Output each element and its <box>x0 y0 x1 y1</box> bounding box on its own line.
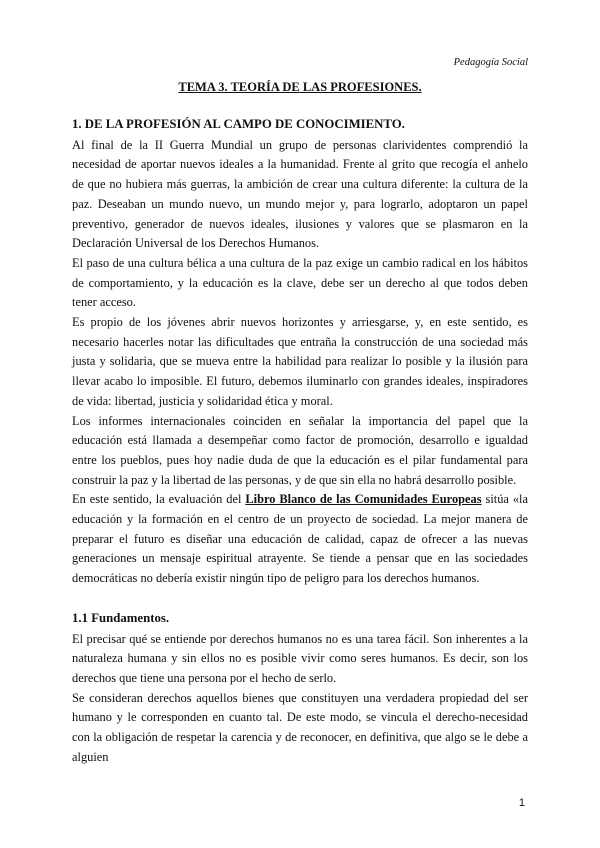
page-title: TEMA 3. TEORÍA DE LAS PROFESIONES. <box>178 80 422 94</box>
paragraph <box>72 490 528 589</box>
page-number: 1 <box>518 797 525 809</box>
subsection-heading: 1.1 Fundamentos. <box>72 610 170 625</box>
book-reference: Libro Blanco de las Comunidades Europeas <box>245 492 482 507</box>
document-body <box>72 115 528 768</box>
paragraph: El precisar qué se entiende por derechos humanos no es una tarea fácil. Son inherentes a la naturaleza humana y sin ellos no es posible vivir como seres humanos. Es decir, son los derechos que tiene una persona por el hecho de serlo. <box>72 631 528 685</box>
paragraph: Es propio de los jóvenes abrir nuevos horizontes y arriesgarse, y, en este sentido, es necesario hacerles notar las dificultades que entraña la construcción de una sociedad más justa y solidaria, que se mueva entre la habilidad para realizar lo posible y la ilusión para llevar acabo lo imposible. El futuro, debemos iluminarlo con grandes ideales, inspiradores de vida: libertad, justicia y solidaridad ética y moral. <box>72 315 528 408</box>
running-header: Pedagogía Social <box>453 57 528 68</box>
paragraph: Los informes internacionales coinciden en señalar la importancia del papel que la educación está llamada a desempeñar como factor de promoción, desarrollo e igualdad entre los pueblos, pues hoy nadie duda de que la educación es el pilar fundamental para construir la paz y la libertad de las personas, y de que sin ella no habrá desarrollo posible. <box>72 413 528 487</box>
paragraph: El paso de una cultura bélica a una cultura de la paz exige un cambio radical en los hábitos de comportamiento, y la educación es la clave, debe ser un derecho al que todos deben tener acceso. <box>72 255 528 310</box>
section-heading: 1. DE LA PROFESIÓN AL CAMPO DE CONOCIMIENTO. <box>72 117 405 131</box>
paragraph-text: sitúa «la educación y la formación en el centro de un proyecto de sociedad. La mejor manera de preparar el futuro es diseñar una educación de calidad, capaz de ofrecer a las nuevas generaciones un mensaje espiritual atrayente. Se tiende a pensar que en las sociedades democráticas no debería existir ningún tipo de peligro para los derechos humanos. <box>72 492 529 586</box>
paragraph-text: En este sentido, la evaluación del <box>72 492 246 507</box>
paragraph: Al final de la II Guerra Mundial un grupo de personas clarividentes comprendió la necesidad de aportar nuevos ideales a la humanidad. Frente al grito que recogía el anhelo de que no hubiera más guerras, la ambición de crear una cultura diferente: la cultura de la paz. Deseaban un mundo nuevo, un mundo mejor y, para lograrlo, adoptaron un papel preventivo, generador de nuevos ideales, ilusiones y valores que se plasmaron en la Declaración Universal de los Derechos Humanos. <box>72 137 528 251</box>
paragraph: Se consideran derechos aquellos bienes que constituyen una verdadera propiedad del ser humano y le corresponden en cuanto tal. De este modo, se vincula el derecho-necesidad con la obligación de respetar la carencia y de reconocer, en definitiva, que algo se le debe a alguien <box>72 690 528 764</box>
spacer <box>72 589 528 609</box>
